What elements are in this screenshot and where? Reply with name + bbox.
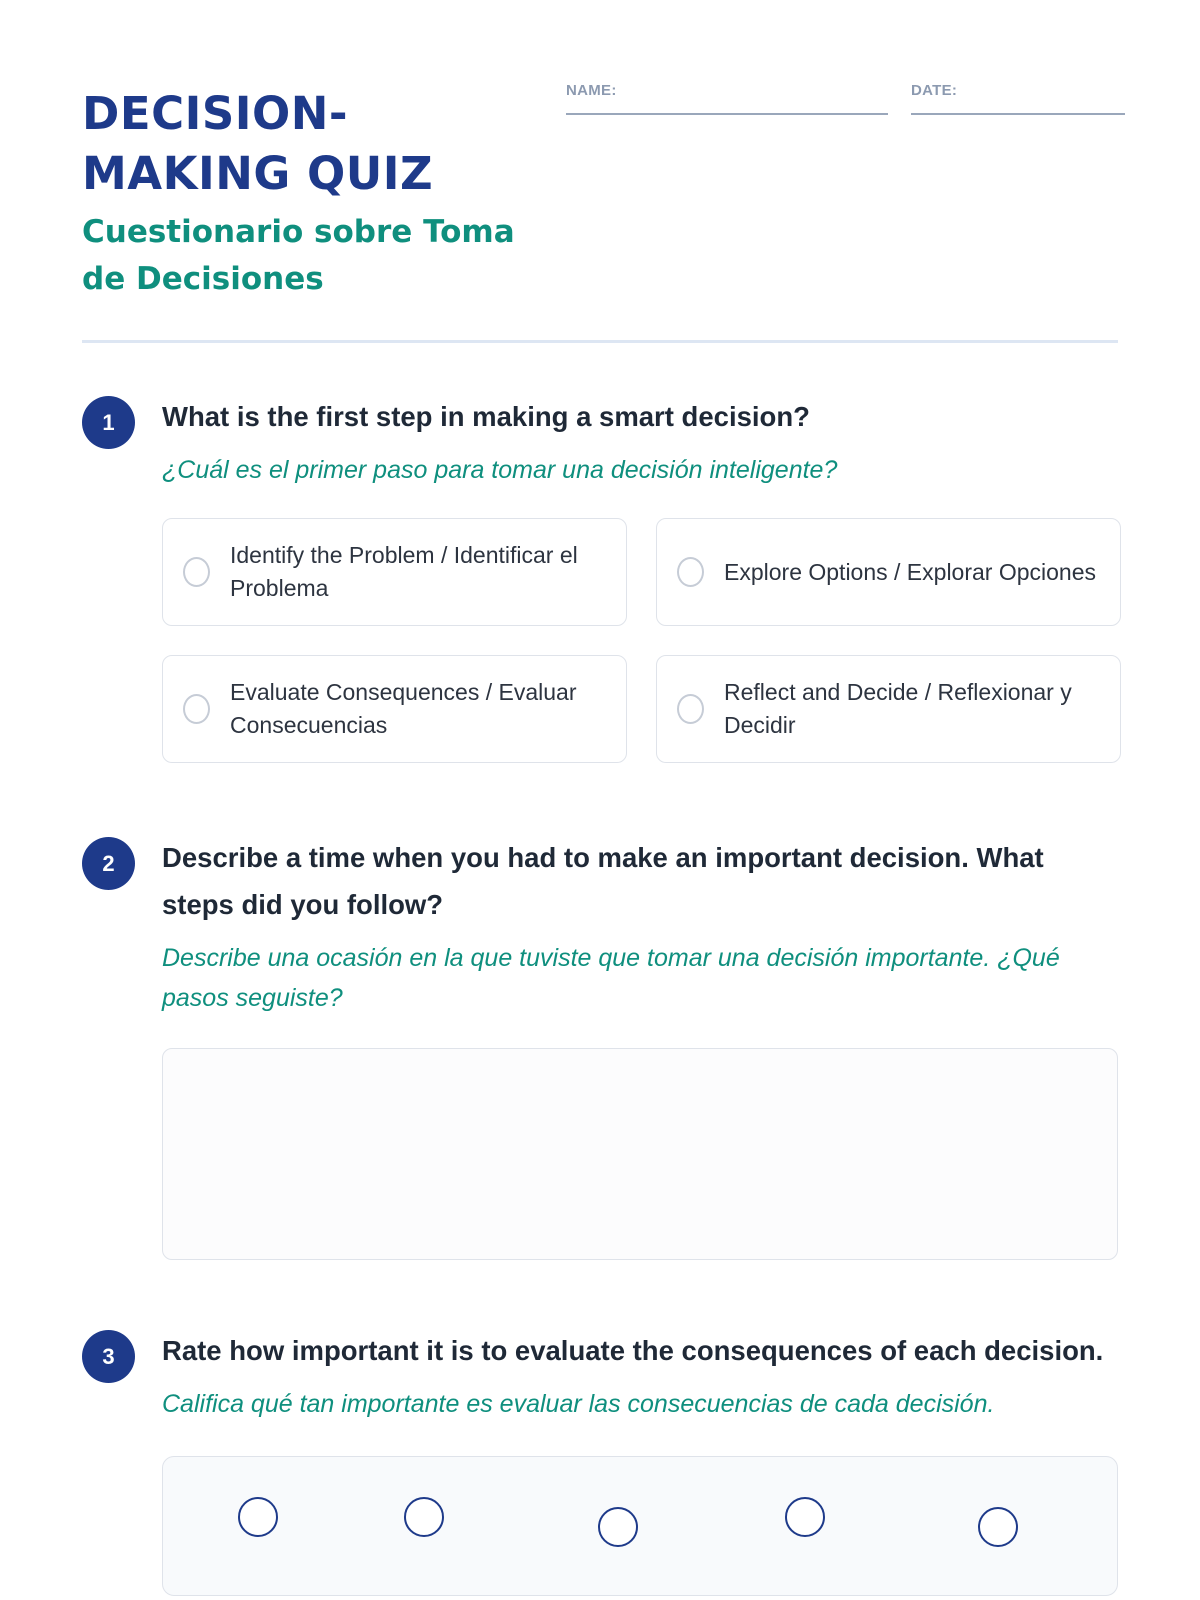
rating-option-3[interactable] (598, 1507, 638, 1547)
radio-circle-icon[interactable] (183, 557, 210, 587)
question-text: Describe a time when you had to make an important decision. What steps did you follow? (162, 842, 1044, 920)
answer-options (162, 518, 1118, 763)
date-label: DATE: (911, 82, 958, 99)
option-label: Explore Options / Explorar Opciones (724, 558, 1097, 585)
question-number-badge: 3 (82, 1330, 135, 1383)
option-label: Reflect and Decide / Reflexionar y Decidir (724, 679, 1072, 738)
question-number-badge: 2 (82, 837, 135, 890)
name-label: NAME: (566, 82, 617, 99)
question-number-badge: 1 (82, 396, 135, 449)
option-evaluate-consequences[interactable] (162, 655, 627, 763)
rating-option-4[interactable] (785, 1497, 825, 1537)
option-label: Identify the Problem / Identificar el Problema (230, 542, 578, 601)
rating-option-5[interactable] (978, 1507, 1018, 1547)
option-explore-options[interactable] (656, 518, 1121, 626)
option-reflect-decide[interactable] (656, 655, 1121, 763)
question-body (162, 1329, 1118, 1596)
question-text: What is the first step in making a smart decision? (162, 401, 810, 432)
page-subtitle: Cuestionario sobre Toma de Decisiones (82, 214, 515, 297)
option-identify-problem[interactable] (162, 518, 627, 626)
question-translation: ¿Cuál es el primer paso para tomar una decisión inteligente? (162, 456, 838, 484)
question-translation: Describe una ocasión en la que tuviste que tomar una decisión importante. ¿Qué pasos seguiste? (162, 944, 1060, 1012)
question-body (162, 836, 1118, 1260)
question-text: Rate how important it is to evaluate the consequences of each decision. (162, 1335, 1104, 1366)
date-field[interactable] (911, 82, 1125, 115)
answer-textarea[interactable] (162, 1048, 1118, 1260)
header-divider (82, 340, 1118, 343)
rating-option-2[interactable] (404, 1497, 444, 1537)
radio-circle-icon[interactable] (677, 694, 704, 724)
rating-scale (162, 1456, 1118, 1596)
question-body (162, 395, 1118, 763)
rating-option-1[interactable] (238, 1497, 278, 1537)
option-label: Evaluate Consequences / Evaluar Consecuencias (230, 679, 577, 738)
quiz-header (82, 0, 1118, 345)
radio-circle-icon[interactable] (677, 557, 704, 587)
name-field[interactable] (566, 82, 888, 115)
radio-circle-icon[interactable] (183, 694, 210, 724)
page-title: DECISION-MAKING QUIZ (82, 87, 434, 200)
question-translation: Califica qué tan importante es evaluar las consecuencias de cada decisión. (162, 1390, 995, 1418)
